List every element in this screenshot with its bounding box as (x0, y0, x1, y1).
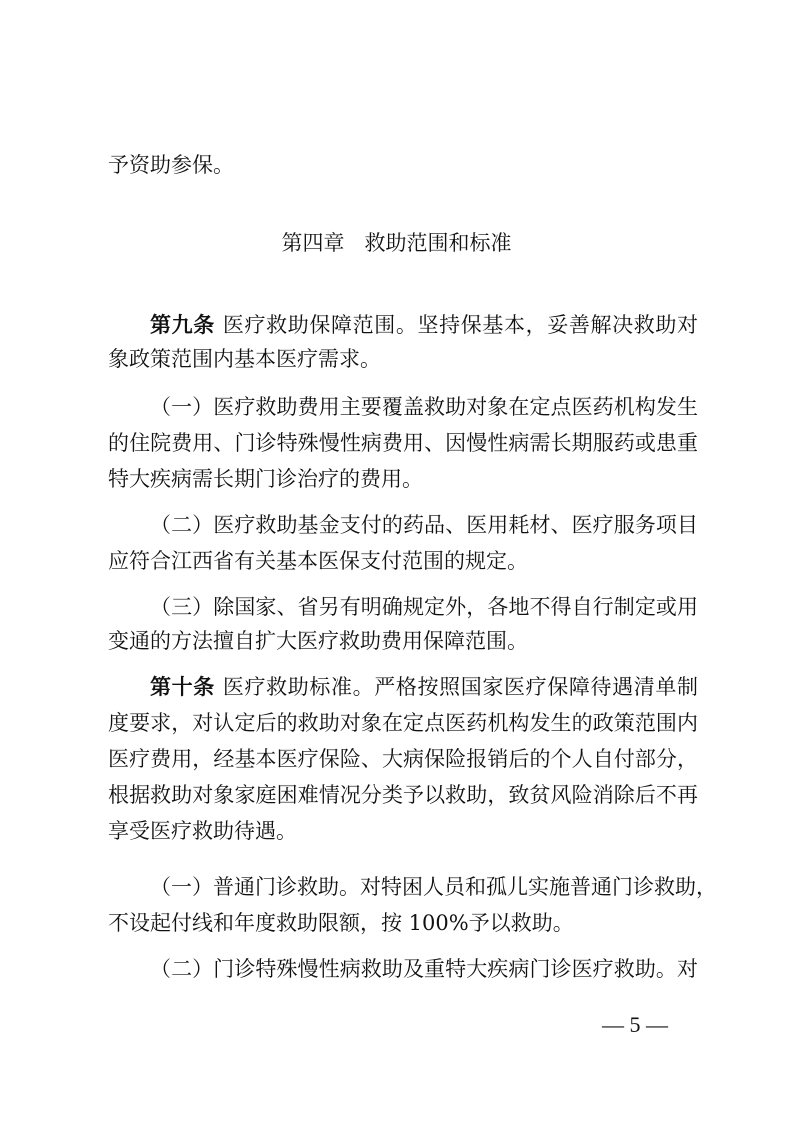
article-9-item-3-line-1: （三）除国家、省另有明确规定外，各地不得自行制定或用 (150, 595, 698, 619)
article-9-line-1: 第九条 医疗救助保障范围。坚持保基本，妥善解决救助对 (150, 313, 698, 337)
article-10-line-2: 度要求，对认定后的救助对象在定点医药机构发生的政策范围内 (108, 711, 698, 735)
article-9-item-3-line-2: 变通的方法擅自扩大医疗救助费用保障范围。 (108, 629, 528, 653)
article-10-item-1-line-1: （一）普通门诊救助。对特困人员和孤儿实施普通门诊救助， (150, 875, 717, 899)
article-9-item-2-line-2: 应符合江西省有关基本医保支付范围的规定。 (108, 549, 528, 573)
article-10-line-3: 医疗费用，经基本医疗保险、大病保险报销后的个人自付部分， (108, 747, 698, 771)
article-9-item-1-line-1: （一）医疗救助费用主要覆盖救助对象在定点医药机构发生 (150, 395, 698, 419)
carryover-text: 予资助参保。 (108, 153, 234, 177)
article-9-item-1-line-3: 特大疾病需长期门诊治疗的费用。 (108, 467, 423, 491)
article-10-item-1-line-2: 不设起付线和年度救助限额，按 100%予以救助。 (108, 911, 574, 935)
article-9-head: 第九条 (150, 313, 215, 337)
article-10-line-5: 享受医疗救助待遇。 (108, 819, 297, 843)
chapter-number: 第四章 (281, 231, 345, 255)
chapter-heading (0, 228, 793, 258)
article-9-line-2: 象政策范围内基本医疗需求。 (108, 347, 381, 371)
article-9-item-1-line-2: 的住院费用、门诊特殊慢性病费用、因慢性病需长期服药或患重 (108, 431, 698, 455)
article-10-item-2-line-1: （二）门诊特殊慢性病救助及重特大疾病门诊医疗救助。对 (150, 957, 698, 981)
article-10-line-4: 根据救助对象家庭困难情况分类予以救助，致贫风险消除后不再 (108, 783, 698, 807)
chapter-title: 救助范围和标准 (364, 231, 512, 255)
page-number: — 5 — (602, 1012, 668, 1037)
article-10-line-1: 第十条 医疗救助标准。严格按照国家医疗保障待遇清单制 (150, 675, 698, 699)
article-9-item-2-line-1: （二）医疗救助基金支付的药品、医用耗材、医疗服务项目 (150, 513, 698, 537)
article-10-head: 第十条 (150, 675, 215, 699)
